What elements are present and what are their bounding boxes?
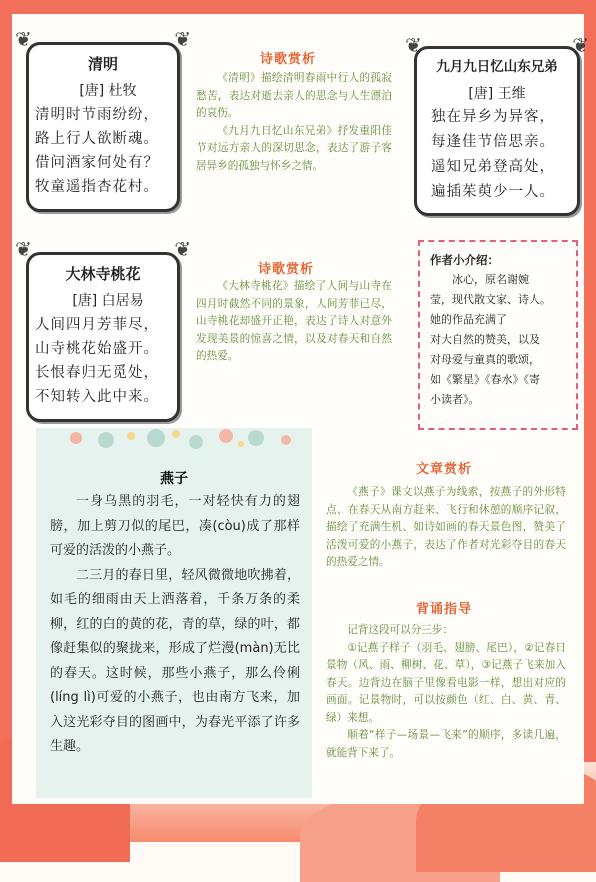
paragraph: 顺着“样子—场景—飞来”的顺序，多读几遍，就能背下来了。 (326, 729, 566, 759)
poem-appreciation-text (196, 278, 392, 366)
poem-author: [唐] 王维 (468, 86, 526, 102)
flourish-icon: ❦ (405, 33, 422, 57)
poem-author: [唐] 白居易 (72, 293, 144, 309)
section-heading: 文章赏析 (416, 462, 473, 477)
author-intro-line: 她的作品充满了 (430, 313, 507, 326)
author-intro-line: 冰心，原名谢婉 (452, 273, 529, 286)
section-heading: 背诵指导 (416, 602, 473, 617)
author-intro-line: 小读者》。 (430, 393, 480, 406)
flourish-icon: ❦ (174, 237, 191, 261)
frame-left (0, 0, 12, 842)
poem-line: 遥知兄弟登高处， (431, 159, 555, 175)
flourish-icon: ❦ (572, 33, 589, 57)
poem-line: 清明时节雨纷纷， (35, 107, 159, 123)
flourish-icon: ❦ (15, 27, 32, 51)
poem-line: 独在异乡为异客， (431, 109, 555, 125)
paragraph: 一身乌黑的羽毛，一对轻快有力的翅膀，加上剪刀似的尾巴，凑(còu)成了那样可爱的活泼的小燕子。 (50, 494, 300, 558)
paragraph: ①记燕子样子（羽毛、翅膀、尾巴），②记春日景物（风、雨、柳树、花、草），③记燕子飞来加入春天。边背边在脑子里像看电影一样，想出对应的画面。记景物时，可以按颜色（红、白、黄、青、绿）来想。 (326, 641, 566, 724)
poem-appreciation-text (196, 70, 392, 175)
author-intro-line: 如《繁星》《春水》《寄 (430, 373, 540, 386)
flourish-icon: ❦ (174, 27, 191, 51)
paragraph: 记背这段可以分三步： (347, 624, 454, 636)
paragraph: 二三月的春日里，轻风微微地吹拂着，如毛的细雨由天上洒落着，千条万条的柔柳，红的白的黄的花，青的草，绿的叶，都像赶集似的聚拢来，形成了烂漫(màn)无比的春天。这时候，那些小燕子，那么伶俐(líng lì)可爱的小燕子，也由南方飞来，加入这光彩夺目的图画中，为春光平添了许多生趣。 (50, 567, 300, 754)
poem-line: 人间四月芳菲尽， (35, 317, 159, 333)
section-heading: 诗歌赏析 (260, 52, 317, 67)
frame-right (584, 0, 596, 842)
poem-line: 路上行人欲断魂。 (35, 131, 159, 147)
poem-line: 每逢佳节倍思亲。 (431, 134, 555, 150)
essay-appreciation-text (326, 484, 566, 572)
paragraph: 《燕子》课文以燕子为线索，按燕子的外形特点、在春天从南方赶来、飞行和休憩的顺序记叙，描绘了充满生机、如诗如画的春天景色图，赞美了活泼可爱的小燕子，表达了作者对光彩夺目的春天的热爱之情。 (326, 486, 566, 568)
paragraph: 《清明》描绘清明春雨中行人的孤寂愁苦，表达对逝去亲人的思念与人生漂泊的哀伤。 (196, 72, 392, 119)
poem-card-jiuyue (405, 33, 589, 216)
author-intro-line: 对母爱与童真的歌颂， (430, 353, 540, 366)
essay-panel (36, 428, 312, 798)
poem-line: 长恨春归无觅处， (35, 365, 159, 381)
author-intro-line: 莹，现代散文家、诗人。 (430, 293, 551, 306)
poem-card-dalinsi (15, 237, 191, 422)
paragraph: 《九月九日忆山东兄弟》抒发重阳佳节对远方亲人的深切思念，表达了游子客居异乡的孤独与怀乡之情。 (196, 124, 392, 172)
poem-line: 牧童遥指杏花村。 (35, 179, 159, 195)
essay-title: 燕子 (160, 471, 188, 487)
section-heading: 诗歌赏析 (258, 262, 315, 277)
recitation-text (326, 622, 566, 762)
poem-title: 清明 (87, 55, 118, 73)
poem-line: 遍插茱萸少一人。 (431, 184, 555, 200)
frame-top (0, 0, 596, 14)
author-intro-line: 对大自然的赞美，以及 (430, 333, 540, 346)
poem-line: 山寺桃花始盛开。 (35, 341, 159, 357)
poem-title: 大林寺桃花 (65, 265, 141, 283)
poem-author: [唐] 杜牧 (79, 83, 137, 99)
author-intro-box (418, 240, 578, 430)
poem-line: 借问酒家何处有？ (35, 155, 159, 171)
author-intro-heading: 作者小介绍： (430, 253, 499, 267)
poem-card-qingming (15, 27, 191, 212)
flower-garland-icon (36, 428, 312, 458)
flourish-icon: ❦ (15, 237, 32, 261)
poem-title: 九月九日忆山东兄弟 (436, 59, 558, 75)
essay-body (50, 490, 300, 760)
poem-line: 不知转入此中来。 (35, 389, 159, 405)
paragraph: 《大林寺桃花》描绘了人间与山寺在四月时截然不同的景象，人间芳菲已尽，山寺桃花却盛开正艳，表达了诗人对意外发现美景的惊喜之情，以及对春天和自然的热爱。 (196, 280, 392, 362)
